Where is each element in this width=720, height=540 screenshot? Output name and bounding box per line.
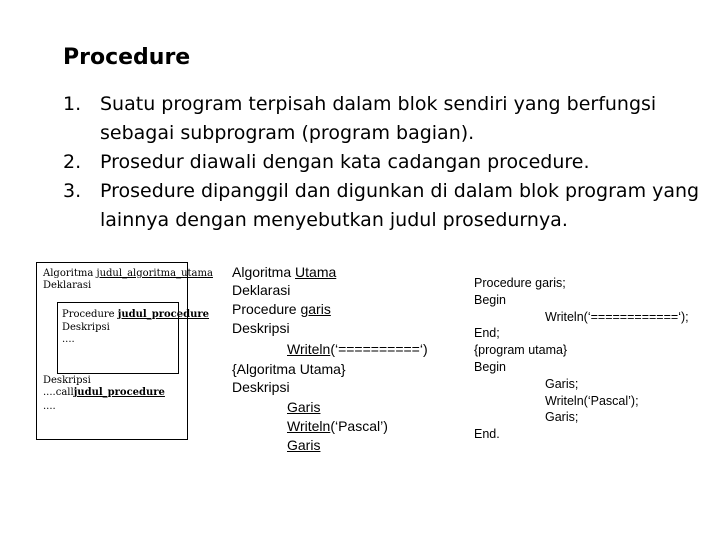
- call-line: ....calljudul_procedure: [43, 387, 165, 398]
- list-item: 2. Prosedur diawali dengan kata cadangan procedure.: [63, 151, 590, 173]
- code-line: Algoritma Utama: [232, 264, 337, 280]
- structure-diagram: [36, 262, 213, 440]
- procedure-dots: ....: [62, 334, 75, 345]
- slide-title: Procedure: [63, 45, 191, 70]
- procedure-description: Deskripsi: [62, 322, 110, 333]
- end-dots: ....: [43, 401, 56, 412]
- code-line: Garis;: [545, 410, 579, 424]
- procedure-block: [57, 302, 210, 374]
- code-line: Writeln(‘============‘);: [545, 310, 689, 324]
- code-line: Deskripsi: [232, 320, 290, 336]
- procedure-header: Procedure judul_procedure: [62, 309, 210, 320]
- list-item: 1. Suatu program terpisah dalam blok sendiri yang berfungsi sebagai subprogram (program bagian).: [63, 93, 657, 144]
- code-line: Garis: [287, 437, 321, 453]
- code-line: Writeln(‘==========‘): [287, 341, 428, 357]
- diagram-header: Algoritma judul_algoritma_utama: [43, 268, 213, 279]
- code-line: End;: [474, 326, 500, 340]
- code-line: Deklarasi: [232, 282, 291, 298]
- list-item: 3. Prosedure dipanggil dan digunkan di dalam blok program yang lainnya dengan menyebutkan judul prosedurnya.: [63, 180, 700, 231]
- code-line: Garis;: [545, 377, 579, 391]
- code-line: End.: [474, 427, 500, 441]
- main-description: Deskripsi: [43, 375, 91, 386]
- code-line: Procedure garis;: [474, 276, 566, 290]
- code-line: Garis: [287, 399, 321, 415]
- code-line: {Algoritma Utama}: [232, 361, 346, 377]
- code-line: Writeln(‘Pascal’);: [545, 394, 639, 408]
- code-line: Begin: [474, 360, 506, 374]
- diagram-declaration: Deklarasi: [43, 280, 92, 291]
- code-line: Procedure garis: [232, 301, 331, 317]
- points-list: [63, 90, 713, 235]
- code-line: Begin: [474, 293, 506, 307]
- code-line: Writeln(‘Pascal’): [287, 418, 388, 434]
- code-line: Deskripsi: [232, 379, 290, 395]
- code-line: {program utama}: [474, 343, 568, 357]
